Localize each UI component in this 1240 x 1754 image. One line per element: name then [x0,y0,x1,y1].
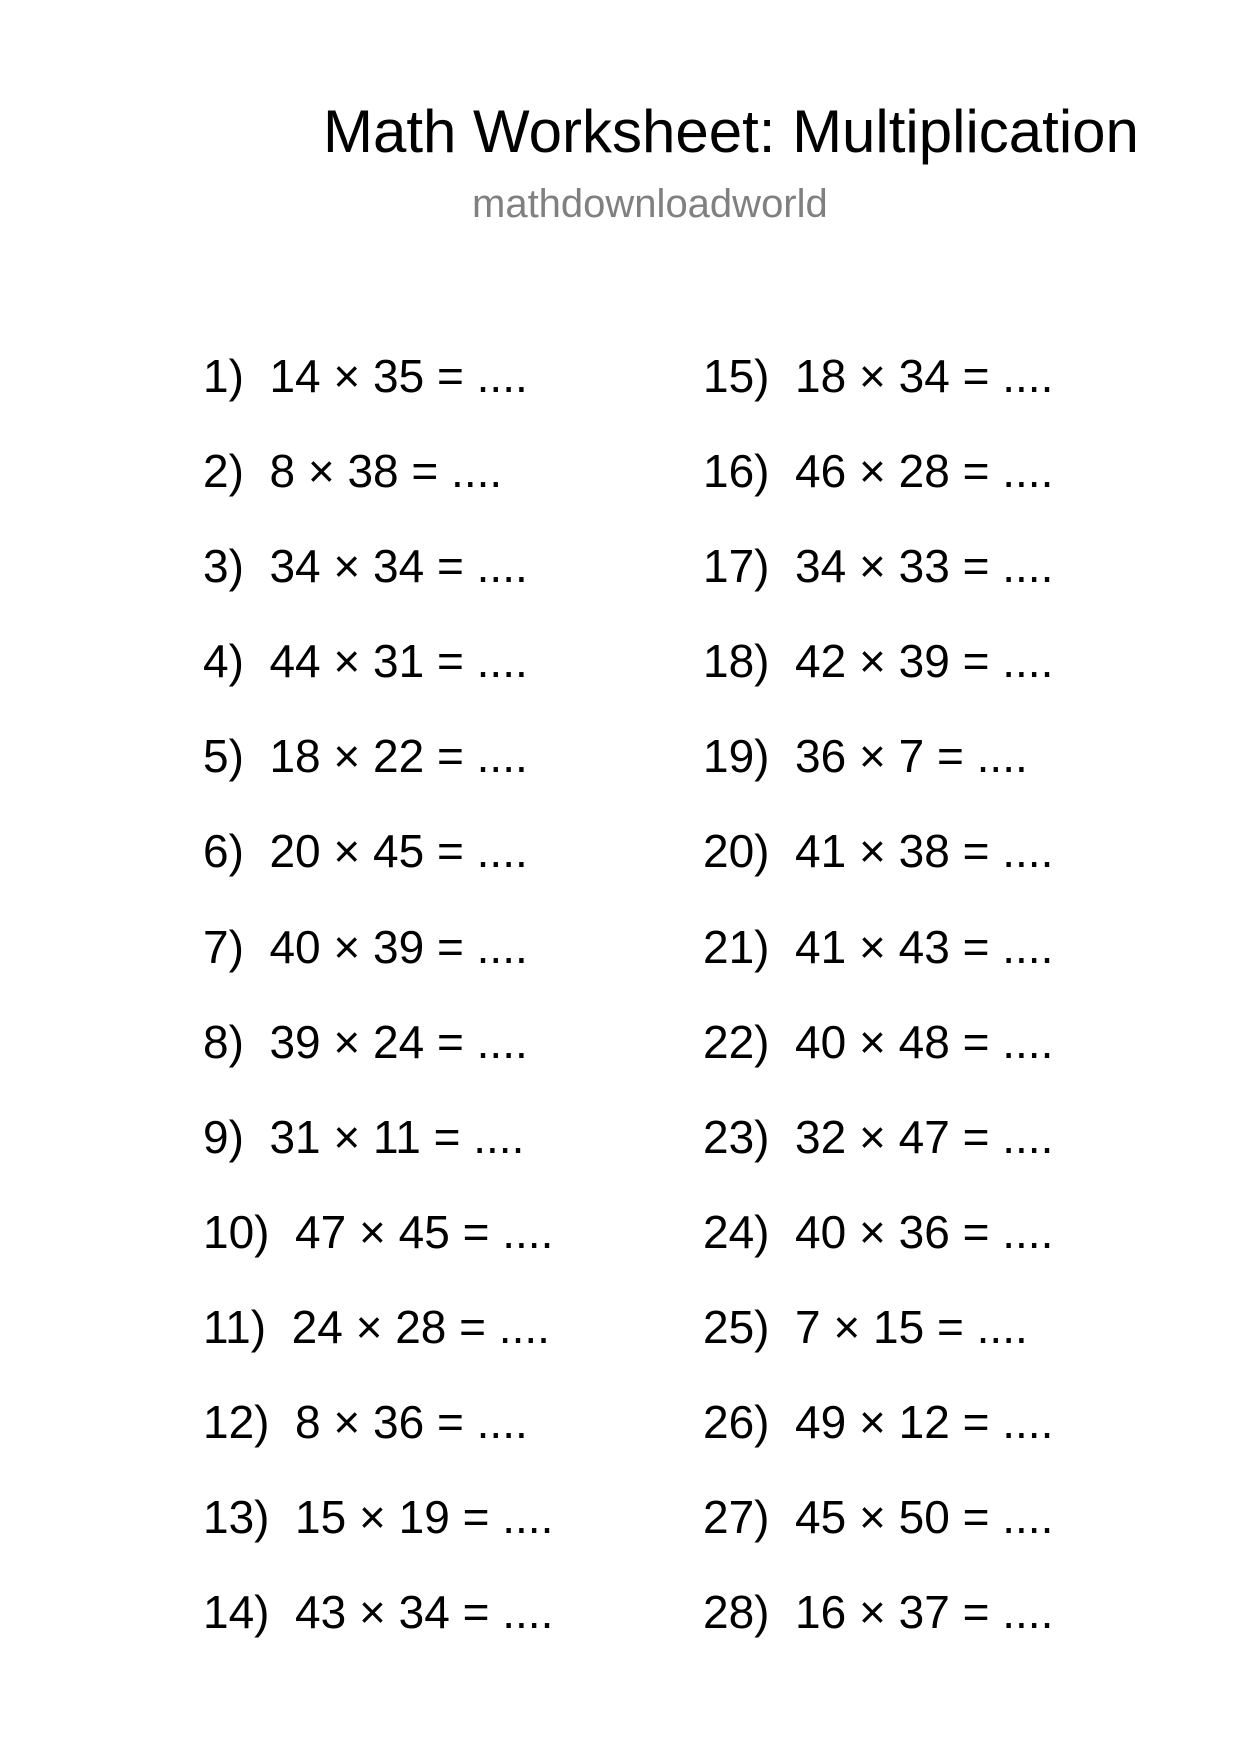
problem-25: 25) 7 × 15 = .... [703,1300,1028,1353]
problem-11: 11) 24 × 28 = .... [203,1300,550,1353]
problem-18: 18) 42 × 39 = .... [703,635,1054,688]
problem-20: 20) 41 × 38 = .... [703,825,1054,878]
page-title: Math Worksheet: Multiplication [323,98,1139,165]
problem-13: 13) 15 × 19 = .... [203,1491,554,1544]
page-subtitle: mathdownloadworld [472,182,828,226]
problem-24: 24) 40 × 36 = .... [703,1205,1054,1258]
problem-8: 8) 39 × 24 = .... [203,1015,528,1068]
problem-17: 17) 34 × 33 = .... [703,540,1054,593]
problem-9: 9) 31 × 11 = .... [203,1110,525,1163]
problem-12: 12) 8 × 36 = .... [203,1396,528,1449]
problem-1: 1) 14 × 35 = .... [203,350,528,402]
problem-3: 3) 34 × 34 = .... [203,540,528,593]
problem-27: 27) 45 × 50 = .... [703,1491,1054,1544]
problems-column-left [203,348,553,1679]
problem-10: 10) 47 × 45 = .... [203,1205,554,1258]
problem-26: 26) 49 × 12 = .... [703,1396,1054,1449]
problem-15: 15) 18 × 34 = .... [703,350,1054,402]
problems-column-right [703,348,1053,1679]
problem-14: 14) 43 × 34 = .... [203,1586,554,1639]
problem-4: 4) 44 × 31 = .... [203,635,528,688]
problem-2: 2) 8 × 38 = .... [203,445,503,498]
problem-22: 22) 40 × 48 = .... [703,1015,1054,1068]
problem-21: 21) 41 × 43 = .... [703,920,1054,973]
problem-23: 23) 32 × 47 = .... [703,1110,1054,1163]
problem-5: 5) 18 × 22 = .... [203,730,528,783]
problem-7: 7) 40 × 39 = .... [203,920,528,973]
problem-6: 6) 20 × 45 = .... [203,825,528,878]
problem-16: 16) 46 × 28 = .... [703,445,1054,498]
problem-28: 28) 16 × 37 = .... [703,1586,1054,1639]
problem-19: 19) 36 × 7 = .... [703,730,1028,783]
